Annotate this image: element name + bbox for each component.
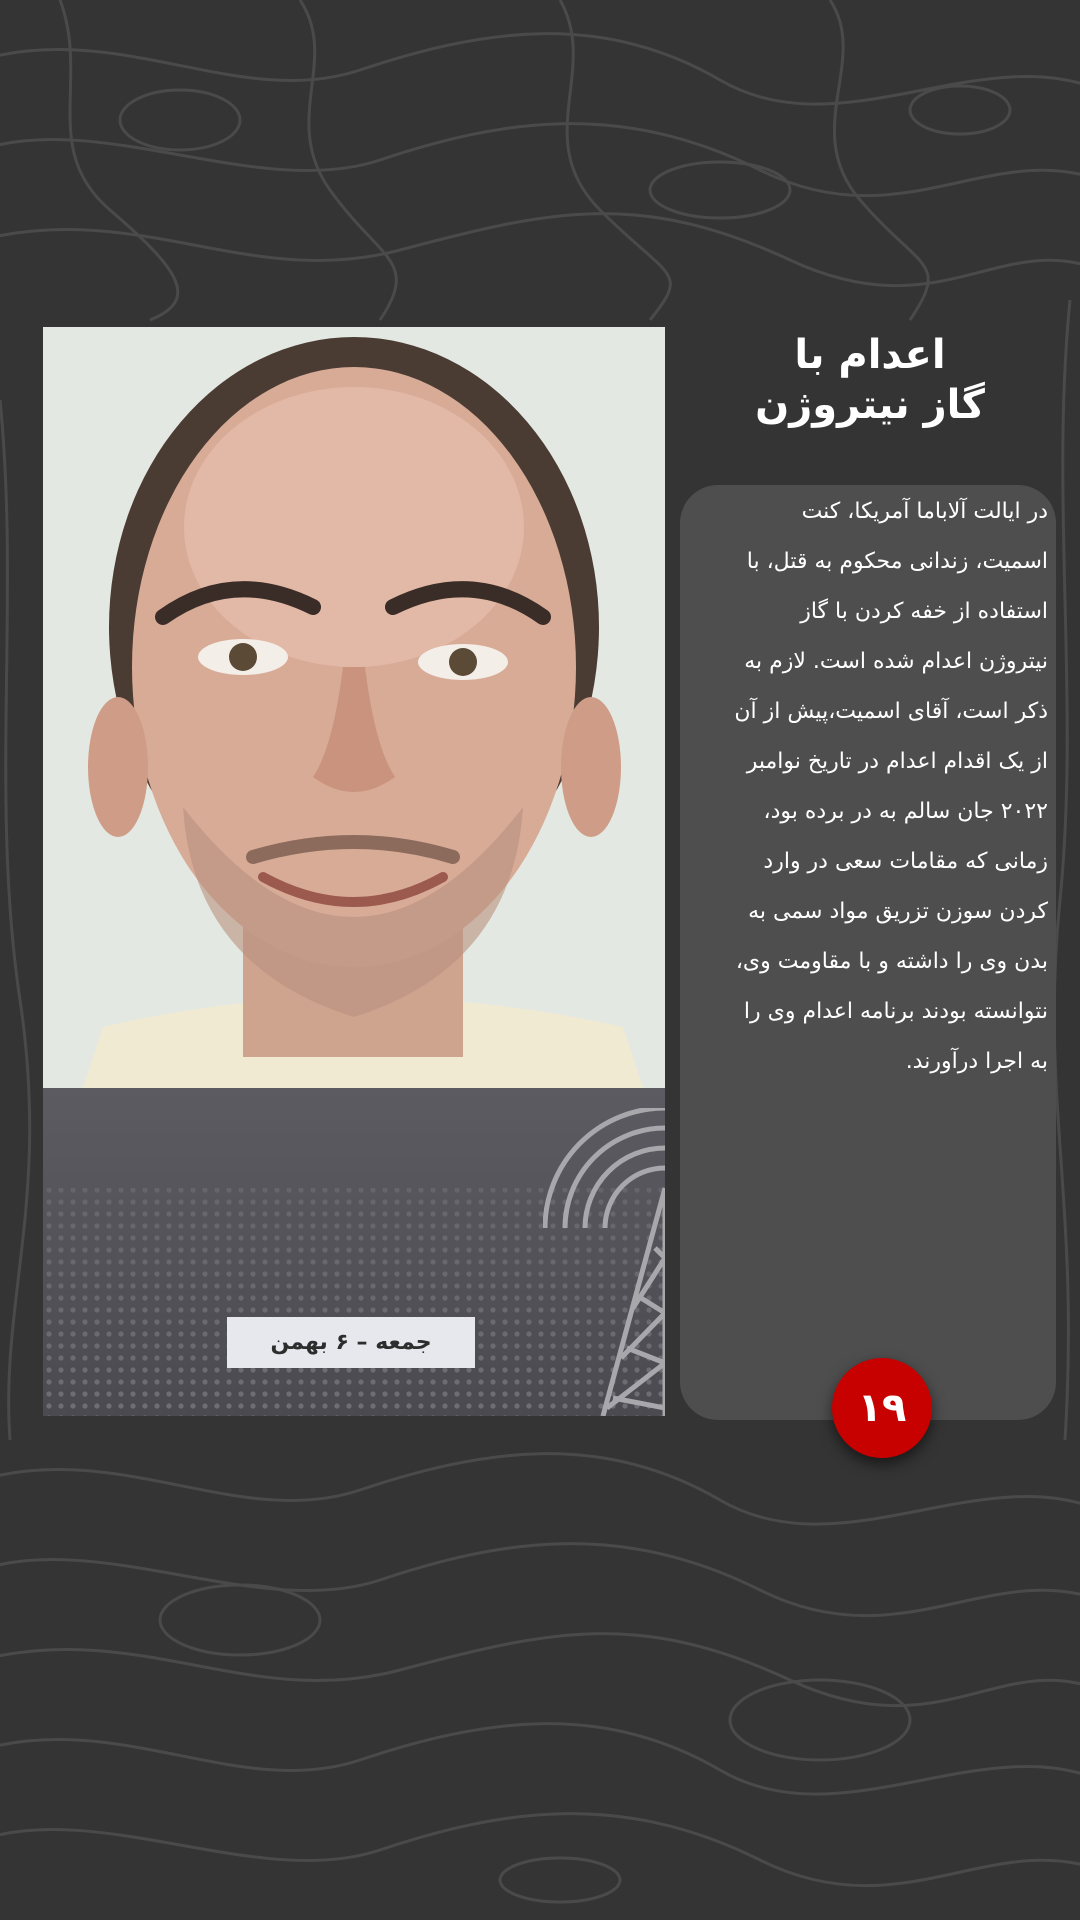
body-line: از یک اقدام اعدام در تاریخ نوامبر <box>746 749 1048 774</box>
page-number-badge: ۱۹ <box>832 1358 932 1458</box>
page-title <box>680 330 1060 430</box>
title-line-2: گاز نیتروژن <box>755 382 985 428</box>
body-line: ذکر است، آقای اسمیت،پیش از آن <box>734 699 1048 724</box>
body-line: زمانی که مقامات سعی در وارد <box>763 849 1048 874</box>
photo-card <box>43 327 665 1416</box>
body-line: اسمیت، زندانی محکوم به قتل، با <box>746 549 1048 574</box>
radio-tower-icon <box>543 1108 665 1416</box>
body-line: نیتروژن اعدام شده است. لازم به <box>744 649 1048 674</box>
body-line: استفاده از خفه کردن با گاز <box>800 599 1048 624</box>
body-line: بدن وی را داشته و با مقاومت وی، <box>735 949 1048 974</box>
body-line: نتوانسته بودند برنامه اعدام وی را <box>743 999 1048 1024</box>
portrait-photo <box>43 327 665 1088</box>
body-line: در ایالت آلاباما آمریکا، کنت <box>801 499 1048 524</box>
title-line-1: اعدام با <box>794 332 946 378</box>
body-text <box>688 487 1048 1087</box>
date-label: جمعه – ۶ بهمن <box>227 1317 475 1368</box>
body-line: ۲۰۲۲ جان سالم به در برده بود، <box>763 799 1048 824</box>
body-line: به اجرا درآورند. <box>905 1049 1048 1074</box>
body-line: کردن سوزن تزریق مواد سمی به <box>748 899 1048 924</box>
